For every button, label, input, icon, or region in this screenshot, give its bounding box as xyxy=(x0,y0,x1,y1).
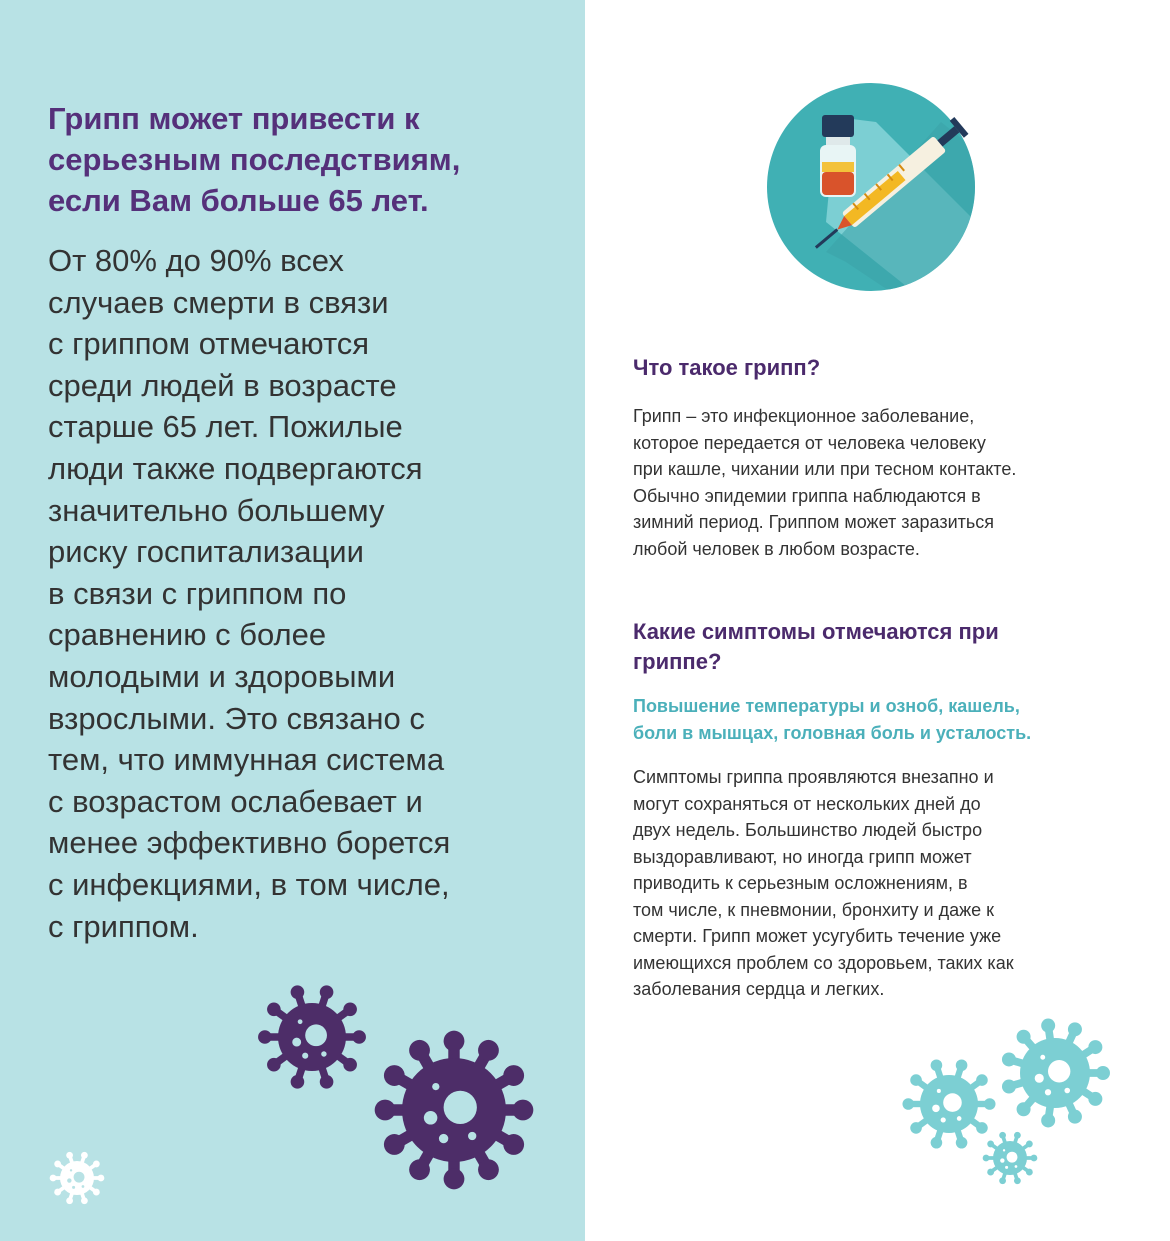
left-heading xyxy=(48,98,548,221)
text-line: Симптомы гриппа проявляются внезапно и xyxy=(633,767,994,787)
text-line: том числе, к пневмонии, бронхиту и даже к xyxy=(633,899,995,920)
what-is-flu-section xyxy=(633,353,1153,562)
what-is-flu-heading: Что такое грипп? xyxy=(633,355,821,380)
left-body-line: менее эффективно борется xyxy=(48,825,451,861)
symptoms-heading xyxy=(633,617,1153,677)
left-body-text xyxy=(48,240,548,947)
lead-line: боли в мышцах, головная боль и усталость. xyxy=(633,722,1032,743)
heading-line: гриппе? xyxy=(633,649,722,674)
left-body-line: сравнению с более xyxy=(48,617,327,653)
virus-icon xyxy=(995,1013,1115,1133)
left-body-line: среди людей в возрасте xyxy=(48,367,397,403)
text-line: выздоравливают, но иногда грипп может xyxy=(633,846,972,867)
text-line: могут сохраняться от нескольких дней до xyxy=(633,793,981,814)
text-line: которое передается от человека человеку xyxy=(633,432,986,453)
left-heading-line: Грипп может привести к xyxy=(48,101,420,136)
virus-icon xyxy=(47,1148,107,1208)
left-heading-line: если Вам больше 65 лет. xyxy=(48,183,429,218)
text-line: Обычно эпидемии гриппа наблюдаются в xyxy=(633,485,981,506)
left-body-line: люди также подвергаются xyxy=(48,450,423,486)
left-body-line: с гриппом. xyxy=(48,908,199,944)
text-line: смерти. Грипп может усугубить течение уже xyxy=(633,926,1002,946)
left-body-line: в связи с гриппом по xyxy=(48,575,347,611)
text-line: зимний период. Гриппом может заразиться xyxy=(633,512,995,532)
left-body-line: с возрастом ослабевает и xyxy=(48,783,423,819)
text-line: двух недель. Большинство людей быстро xyxy=(633,820,983,840)
text-line: при кашле, чихании или при тесном контакте. xyxy=(633,459,1017,479)
left-body-line: От 80% до 90% всех xyxy=(48,243,344,278)
symptoms-lead xyxy=(633,693,1153,746)
left-body-line: значительно большему xyxy=(48,492,385,528)
text-line: приводить к серьезным осложнениям, в xyxy=(633,873,968,893)
virus-icon xyxy=(980,1128,1040,1188)
left-body-line: молодыми и здоровыми xyxy=(48,658,396,694)
text-line: любой человек в любом возрасте. xyxy=(633,538,920,559)
virus-icon xyxy=(253,978,371,1096)
left-body-line: тем, что иммунная система xyxy=(48,742,445,778)
lead-line: Повышение температуры и озноб, кашель, xyxy=(633,696,1020,716)
symptoms-section xyxy=(633,617,1153,1003)
syringe-and-vial-icon xyxy=(766,82,976,292)
text-line: заболевания сердца и легких. xyxy=(633,979,885,999)
left-body-line: риску госпитализации xyxy=(48,534,364,570)
heading-line: Какие симптомы отмечаются при xyxy=(633,619,999,644)
text-line: Грипп – это инфекционное заболевание, xyxy=(633,406,975,426)
text-line: имеющихся проблем со здоровьем, таких как xyxy=(633,952,1014,973)
what-is-flu-text xyxy=(633,403,1153,562)
left-body-line: с инфекциями, в том числе, xyxy=(48,866,450,902)
left-body-line: с гриппом отмечаются xyxy=(48,326,370,362)
virus-icon xyxy=(368,1024,540,1196)
left-heading-line: серьезным последствиям, xyxy=(48,142,461,177)
symptoms-text xyxy=(633,764,1153,1003)
left-body-line: старше 65 лет. Пожилые xyxy=(48,409,403,445)
left-body-line: взрослыми. Это связано с xyxy=(48,700,425,736)
left-body-line: случаев смерти в связи xyxy=(48,284,389,320)
